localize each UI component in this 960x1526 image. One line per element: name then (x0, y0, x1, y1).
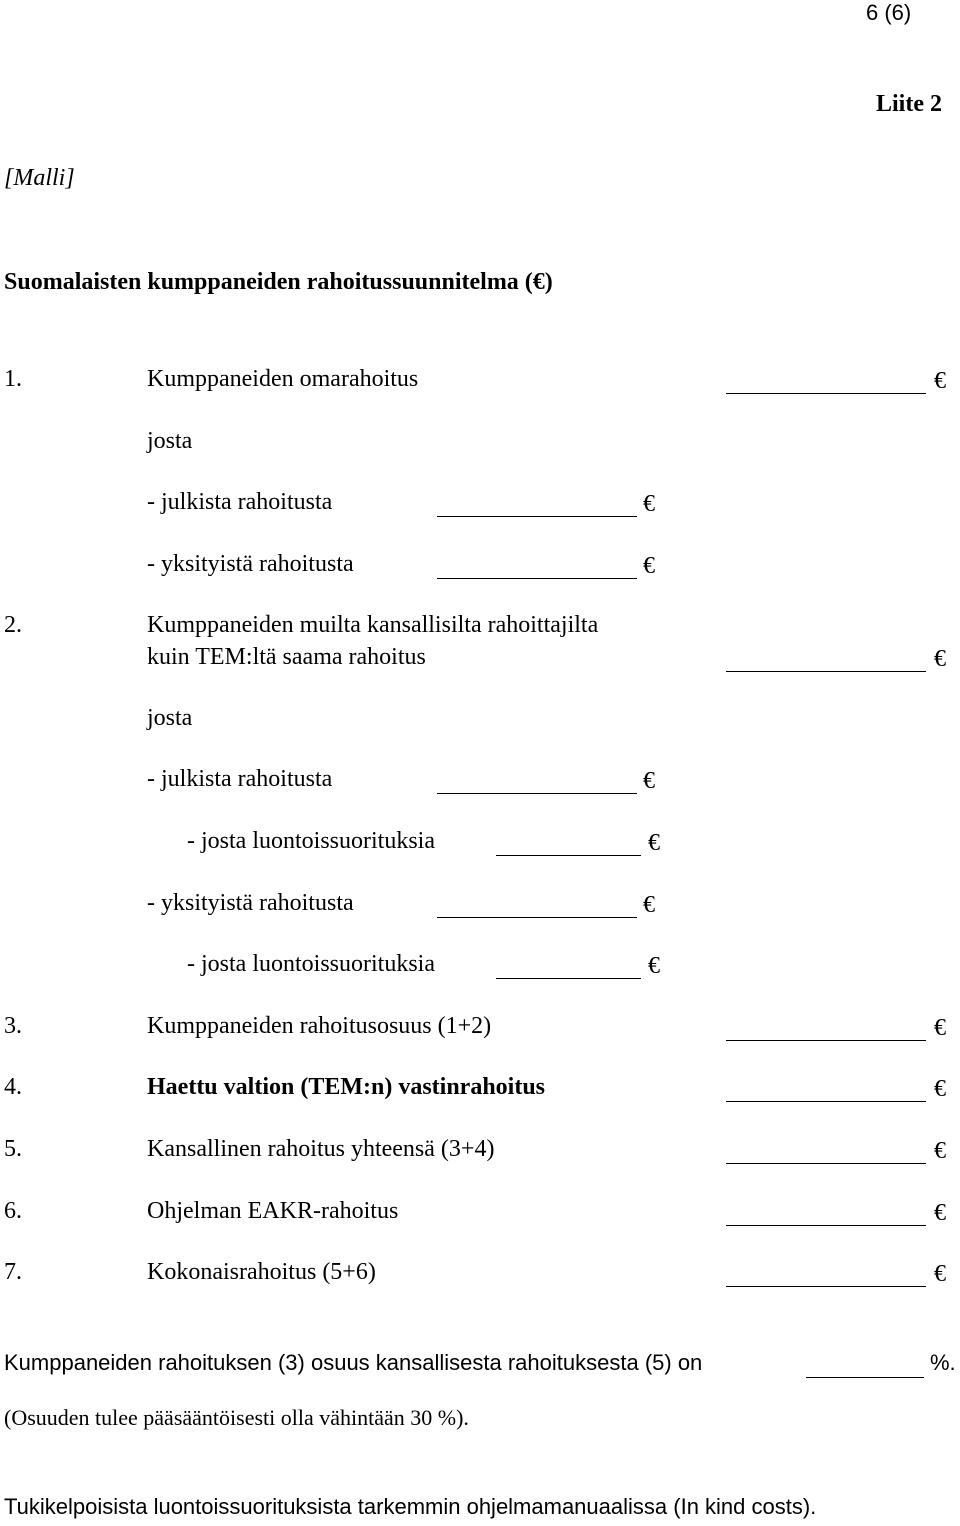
item-6-amount-field[interactable] (726, 1225, 926, 1226)
item-2-josta: josta (147, 705, 193, 731)
item-3-currency: € (934, 1015, 946, 1041)
footer-note: Tukikelpoisista luontoissuorituksista tarkemmin ohjelmamanuaalissa (In kind costs). (4, 1494, 817, 1519)
item-3-number: 3. (4, 1013, 22, 1039)
item-1-public-amount-field[interactable] (437, 516, 637, 517)
item-7-number: 7. (4, 1259, 22, 1285)
item-2-public-amount-field[interactable] (437, 793, 637, 794)
item-2-amount-field[interactable] (726, 671, 926, 672)
item-2-public-inkind-label: - josta luontoissuorituksia (187, 828, 435, 854)
item-7-label: Kokonaisrahoitus (5+6) (147, 1259, 376, 1285)
share-percent-sign: %. (930, 1350, 956, 1375)
share-text: Kumppaneiden rahoituksen (3) osuus kansallisesta rahoituksesta (5) on (4, 1350, 703, 1375)
item-2-currency: € (934, 646, 946, 672)
item-2-private-amount-field[interactable] (437, 917, 637, 918)
item-1-private-currency: € (643, 553, 655, 579)
item-2-private-inkind-amount-field[interactable] (496, 978, 641, 979)
template-label: [Malli] (4, 165, 75, 191)
item-2-label-line2: kuin TEM:ltä saama rahoitus (147, 644, 426, 670)
item-6-number: 6. (4, 1198, 22, 1224)
item-1-josta: josta (147, 428, 193, 454)
share-percent-field[interactable] (806, 1377, 924, 1378)
item-3-amount-field[interactable] (726, 1040, 926, 1041)
item-7-amount-field[interactable] (726, 1286, 926, 1287)
item-2-private-inkind-currency: € (648, 953, 660, 979)
item-4-currency: € (934, 1076, 946, 1102)
item-1-private-label: - yksityistä rahoitusta (147, 551, 354, 577)
item-2-private-currency: € (643, 892, 655, 918)
item-1-public-label: - julkista rahoitusta (147, 489, 333, 515)
item-5-amount-field[interactable] (726, 1163, 926, 1164)
item-1-number: 1. (4, 366, 22, 392)
appendix-label: Liite 2 (876, 91, 942, 117)
item-4-number: 4. (4, 1074, 22, 1100)
item-2-private-inkind-label: - josta luontoissuorituksia (187, 951, 435, 977)
item-2-public-currency: € (643, 768, 655, 794)
item-6-currency: € (934, 1200, 946, 1226)
item-1-amount-field[interactable] (726, 393, 926, 394)
item-2-private-label: - yksityistä rahoitusta (147, 890, 354, 916)
item-2-label-line1: Kumppaneiden muilta kansallisilta rahoittajilta (147, 612, 599, 638)
item-2-number: 2. (4, 612, 22, 638)
item-5-label: Kansallinen rahoitus yhteensä (3+4) (147, 1136, 495, 1162)
page-number: 6 (6) (866, 0, 912, 25)
item-1-label: Kumppaneiden omarahoitus (147, 366, 419, 392)
item-7-currency: € (934, 1261, 946, 1287)
item-6-label: Ohjelman EAKR-rahoitus (147, 1198, 399, 1224)
item-4-amount-field[interactable] (726, 1101, 926, 1102)
item-5-number: 5. (4, 1136, 22, 1162)
item-2-public-inkind-currency: € (648, 830, 660, 856)
item-1-private-amount-field[interactable] (437, 578, 637, 579)
item-1-public-currency: € (643, 491, 655, 517)
item-2-public-inkind-amount-field[interactable] (496, 855, 641, 856)
item-4-label: Haettu valtion (TEM:n) vastinrahoitus (147, 1074, 546, 1100)
item-3-label: Kumppaneiden rahoitusosuus (1+2) (147, 1013, 492, 1039)
page-title: Suomalaisten kumppaneiden rahoitussuunnitelma (€) (4, 269, 553, 295)
item-2-public-label: - julkista rahoitusta (147, 766, 333, 792)
item-1-currency: € (934, 368, 946, 394)
item-5-currency: € (934, 1138, 946, 1164)
share-note: (Osuuden tulee pääsääntöisesti olla vähintään 30 %). (4, 1405, 469, 1430)
